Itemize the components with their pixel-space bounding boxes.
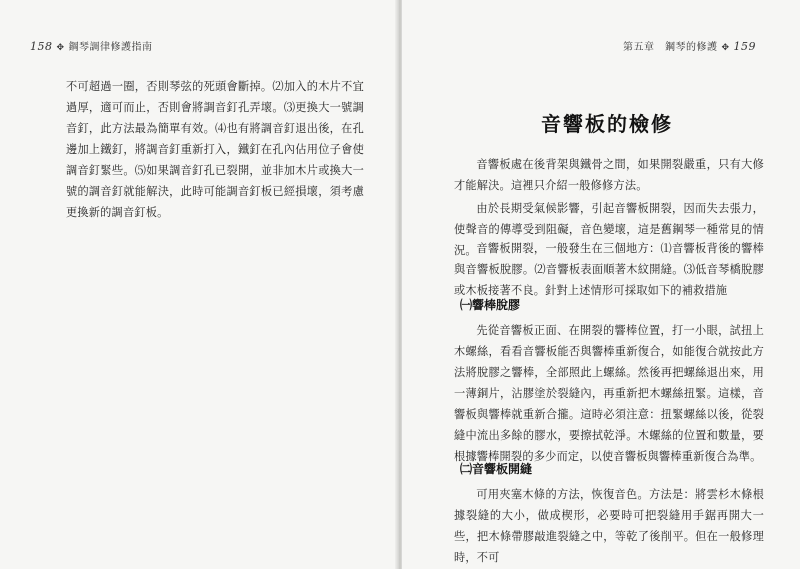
subsection-1-text: 先從音響板正面、在開裂的響棒位置，打一小眼，試扭上木螺絲，看看音響板能否與響棒重新復合，如能復合就按此方法將脫膠之響棒，全部照此上螺絲。然後再把螺絲退出來，用一薄銅片，沾膠塗於裂縫內，再重新把木螺絲扭緊。這樣，音響板與響棒就重新合攏。這時必須注意：扭緊螺絲以後，從裂縫中流出多餘的膠水，要擦拭乾淨。木螺絲的位置和數量，要根據響棒開裂的多少而定，以使音響板與響棒重新復合為準。: [454, 324, 764, 463]
subsection-2-text: 可用夾塞木條的方法，恢復音色。方法是：將雲杉木條根據裂縫的大小，做成楔形，必要時可把裂縫用手鋸再開大一些，把木條帶膠敲進裂縫之中，等乾了後削平。但在一般修理時，不可: [454, 488, 764, 564]
book-title: 鋼琴調律修護指南: [68, 42, 153, 53]
left-page: [0, 0, 398, 569]
left-paragraph: 不可超過一圈，否則琴弦的死頭會斷掉。⑵加入的木片不宜過厚，適可而止，否則會將調音釘孔弄壞。⑶更換大一號調音釘，此方法最為簡單有效。⑷也有將調音釘退出後，在孔邊加上鐵釘，將調音釘重新打入，鐵釘在孔內佔用位子會使調音釘緊些。⑸如果調音釘孔已裂開，並非加木片或換大一號的調音釘就能解決，此時可能調音釘板已經損壞，須考慮更換新的調音釘板。: [66, 80, 364, 219]
paragraph-1: 音響板處在後背架與鐵骨之間，如果開裂嚴重，只有大修才能解決。這裡只介紹一般修修方法。: [454, 158, 764, 192]
paragraph-2: 由於長期受氣候影響，引起音響板開裂，因而失去張力，使聲音的傳導受到阻礙，音色變壞，這是舊鋼琴一種常見的情況。: [454, 202, 764, 257]
paragraph-3: 音響板開裂，一般發生在三個地方：⑴音響板背後的響棒與音響板脫膠。⑵音響板表面順著木紋開縫。⑶低音琴橋脫膠或木板接著不良。針對上述情形可採取如下的補救措施: [454, 242, 764, 297]
left-running-head: [30, 38, 153, 53]
chapter-title: 第五章 鋼琴的修護: [622, 42, 718, 53]
subheading-1: ㈠響棒脫膠: [460, 298, 521, 312]
section-title: 音響板的檢修: [541, 112, 673, 136]
diamond-ornament-icon: ✥: [56, 43, 65, 53]
right-page: [402, 0, 800, 569]
right-running-head: [623, 38, 756, 53]
right-page-number: 159: [733, 40, 756, 53]
left-page-number: 158: [30, 40, 53, 53]
diamond-ornament-icon: ✥: [721, 43, 730, 53]
subheading-2: ㈡音響板開縫: [460, 462, 533, 476]
